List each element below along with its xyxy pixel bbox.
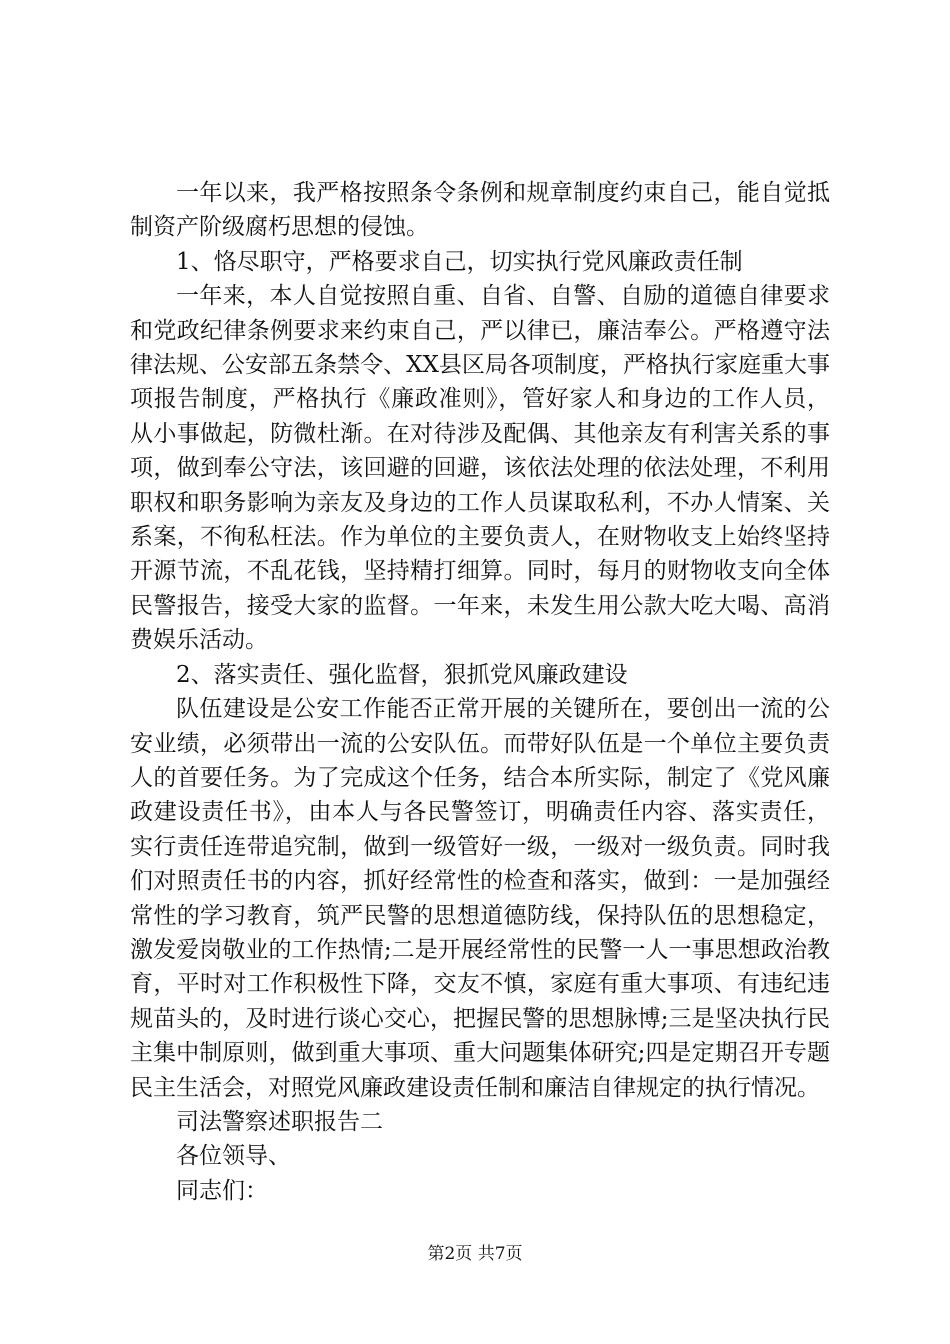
salutation-line-2: 同志们： (176, 1177, 268, 1204)
paragraph-section-2: 队伍建设是公安工作能否正常开展的关键所在，要创出一流的公安业绩，必须带出一流的公安队伍。而带好队伍是一个单位主要负责人的首要任务。为了完成这个任务，结合本所实际，制定了《党风廉政建设责任书》，由本人与各民警签订，明确责任内容、落实责任，实行责任连带追究制，做到一级管好一级，一级对一级负责。同时我们对照责任书的内容，抓好经常性的检查和落实，做到：一是加强经常性的学习教育，筑严民警的思想道德防线，保持队伍的思想稳定，激发爱岗敬业的工作热情;二是开展经常性的民警一人一事思想政治教育，平时对工作积极性下降，交友不慎，家庭有重大事项、有违纪违规苗头的，及时进行谈心交心，把握民警的思想脉博;三是坚决执行民主集中制原则，做到重大事项、重大问题集体研究;四是定期召开专题民主生活会，对照党风廉政建设责任制和廉洁自律规定的执行情况。 (130, 696, 830, 1101)
paragraph-intro: 一年以来，我严格按照条令条例和规章制度约束自己，能自觉抵制资产阶级腐朽思想的侵蚀。 (130, 180, 830, 241)
document-body (130, 176, 830, 1208)
page-footer: 第2页 共7页 (427, 1244, 523, 1264)
salutation-line-1: 各位领导、 (176, 1143, 291, 1170)
report-title-2: 司法警察述职报告二 (176, 1108, 383, 1135)
paragraph-section-1: 一年来，本人自觉按照自重、自省、自警、自励的道德自律要求和党政纪律条例要求来约束自己，严以律已，廉洁奉公。严格遵守法律法规、公安部五条禁令、XX县区局各项制度，严格执行家庭重大事项报告制度，严格执行《廉政准则》，管好家人和身边的工作人员，从小事做起，防微杜渐。在对待涉及配偶、其他亲友有利害关系的事项，做到奉公守法，该回避的回避，该依法处理的依法处理，不利用职权和职务影响为亲友及身边的工作人员谋取私利，不办人情案、关系案，不徇私枉法。作为单位的主要负责人，在财物收支上始终坚持开源节流，不乱花钱，坚持精打细算。同时，每月的财物收支向全体民警报告，接受大家的监督。一年来，未发生用公款大吃大喝、高消费娱乐活动。 (130, 283, 830, 654)
section-heading-1: 1、恪尽职守，严格要求自己，切实执行党风廉政责任制 (176, 248, 743, 275)
section-heading-2: 2、落实责任、强化监督，狠抓党风廉政建设 (176, 661, 628, 688)
